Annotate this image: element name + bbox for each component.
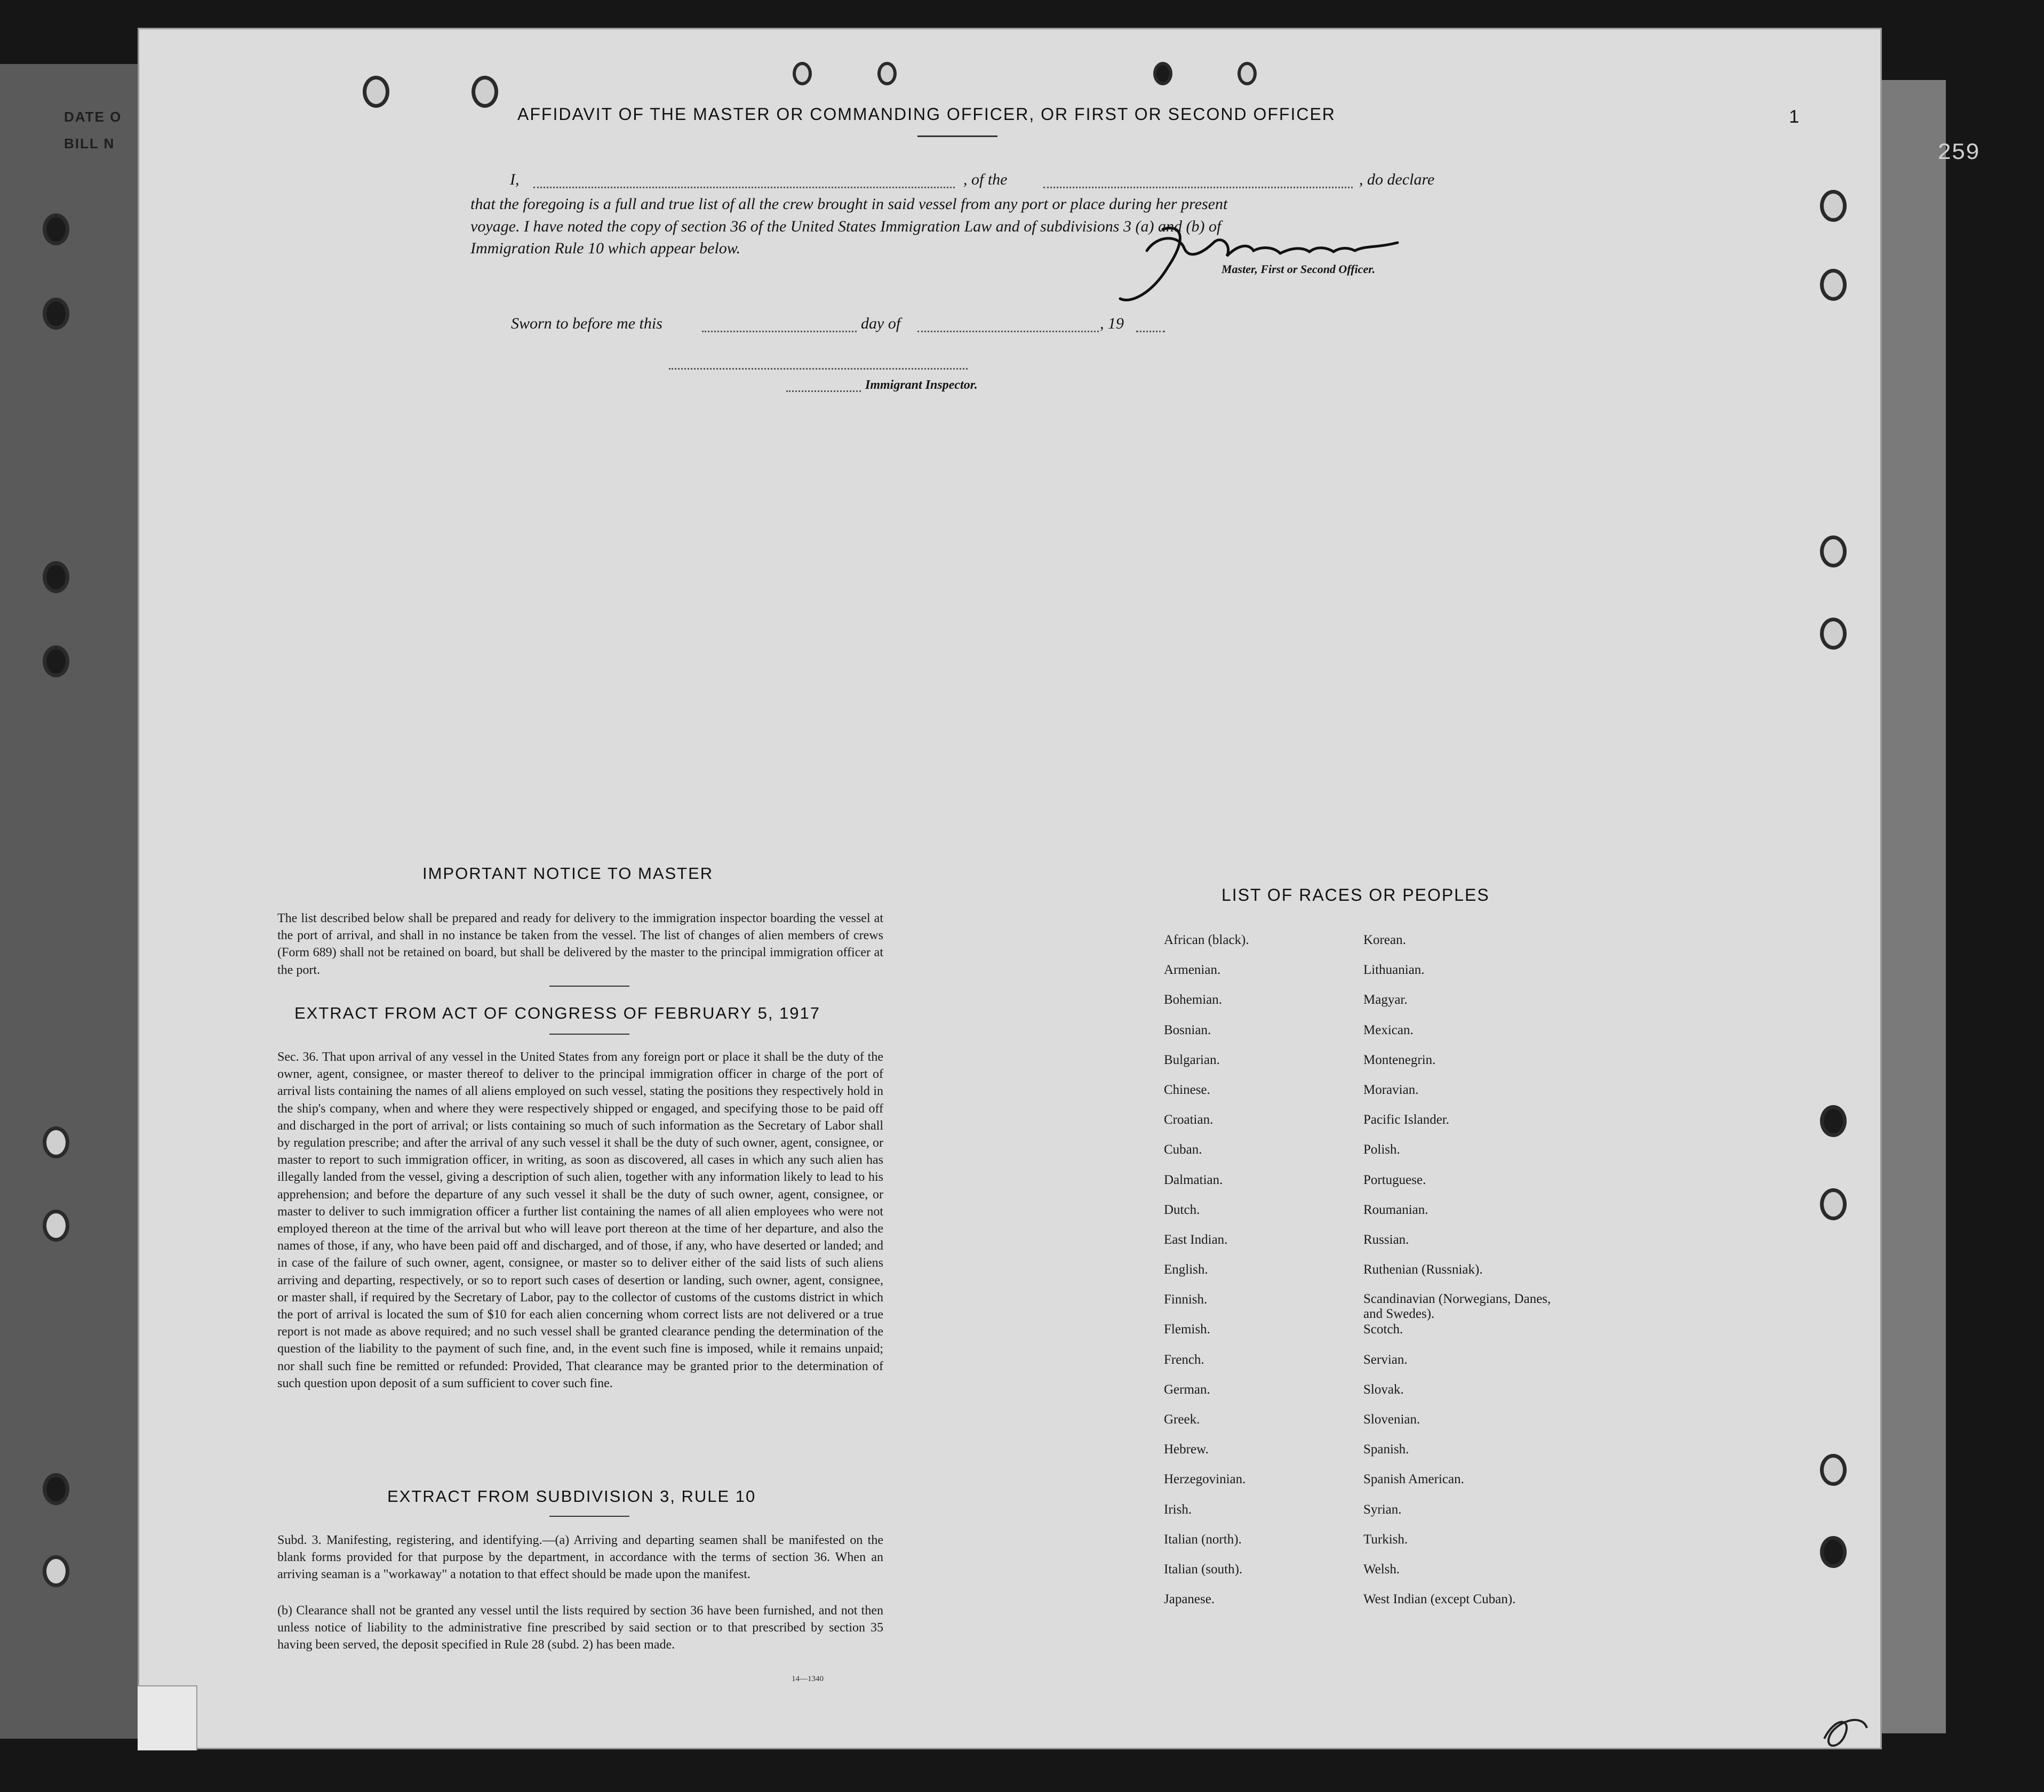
race-item: English.	[1164, 1262, 1208, 1277]
binder-hole	[877, 62, 897, 85]
race-item: Russian.	[1363, 1232, 1409, 1247]
binder-hole	[1153, 62, 1172, 85]
race-item: Scandinavian (Norwegians, Danes, and Swedes).	[1363, 1292, 1551, 1322]
race-item: Montenegrin.	[1363, 1052, 1436, 1067]
binder-hole	[1820, 1536, 1847, 1568]
binder-hole	[43, 213, 69, 245]
section-rule	[549, 986, 629, 987]
binder-hole	[1820, 1454, 1847, 1486]
race-item: Dutch.	[1164, 1202, 1200, 1217]
inspector-label: Immigrant Inspector.	[865, 378, 978, 392]
race-item: Slovak.	[1363, 1382, 1404, 1397]
race-item: Herzegovinian.	[1164, 1472, 1246, 1487]
race-item: West Indian (except Cuban).	[1363, 1592, 1516, 1607]
race-item: Bosnian.	[1164, 1022, 1211, 1037]
race-item: Hebrew.	[1164, 1442, 1209, 1457]
race-item: African (black).	[1164, 933, 1249, 947]
affidavit-i-label: I,	[510, 171, 520, 188]
race-item: Ruthenian (Russniak).	[1363, 1262, 1483, 1277]
corner-mark: 1	[1789, 107, 1800, 127]
binder-hole	[1237, 62, 1257, 85]
affidavit-do-declare: , do declare	[1359, 171, 1435, 188]
left-paper-strip	[0, 64, 160, 1739]
binder-hole	[43, 1126, 69, 1158]
binder-hole	[43, 1555, 69, 1587]
binder-hole	[1820, 535, 1847, 567]
race-item: Slovenian.	[1363, 1412, 1420, 1427]
master-name-field[interactable]	[533, 187, 955, 188]
strip-text-bill: BILL N	[64, 135, 115, 151]
race-item: Welsh.	[1363, 1562, 1400, 1577]
rule-extract-para-b: (b) Clearance shall not be granted any vessel until the lists required by section 36 have been furnished, and not then unless notice of liability to the administrative fine prescribed by said section or to that prescribed by section 35 having been served, the deposit specified in Rule 28 (subd. 2) has been made.	[277, 1604, 883, 1652]
races-column-2	[1363, 932, 1587, 1621]
folded-corner	[138, 1685, 197, 1750]
race-item: Chinese.	[1164, 1082, 1210, 1097]
section-rule	[549, 1516, 629, 1517]
race-item: Lithuanian.	[1363, 963, 1425, 978]
affidavit-line-4: Immigration Rule 10 which appear below.	[470, 239, 741, 257]
binder-hole	[363, 76, 389, 108]
race-item: Roumanian.	[1363, 1202, 1428, 1217]
sworn-year-field[interactable]	[1136, 331, 1165, 332]
race-item: East Indian.	[1164, 1232, 1228, 1247]
race-item: Polish.	[1363, 1142, 1400, 1157]
form-number: 14—1340	[792, 1675, 824, 1683]
heading-rule	[917, 135, 997, 137]
affidavit-line-2: that the foregoing is a full and true list of all the crew brought in said vessel from any port or place during her present	[470, 195, 1228, 213]
binder-hole	[43, 645, 69, 677]
inspector-signature-field[interactable]	[669, 368, 968, 370]
sworn-label: Sworn to before me this	[511, 315, 662, 332]
page-number: 259	[1937, 140, 1980, 166]
race-item: Flemish.	[1164, 1322, 1210, 1337]
notice-text: The list described below shall be prepared and ready for delivery to the immigration inspector boarding the vessel at the port of arrival, and shall in no instance be taken from the vessel. The list of changes of alien members of crews (Form 689) shall not be retained on board, but shall be delivered by the master to the principal immigration officer at the port.	[277, 911, 883, 977]
binder-hole	[43, 1210, 69, 1242]
race-item: Irish.	[1164, 1502, 1192, 1517]
race-item: Spanish American.	[1363, 1472, 1464, 1487]
race-item: German.	[1164, 1382, 1210, 1397]
race-item: Moravian.	[1363, 1082, 1419, 1097]
vessel-name-field[interactable]	[1043, 187, 1353, 188]
binder-hole	[43, 561, 69, 593]
affidavit-of-the: , of the	[963, 171, 1008, 188]
page-right-edge	[1882, 80, 1946, 1733]
section-rule	[549, 1034, 629, 1035]
rule-extract-heading: EXTRACT FROM SUBDIVISION 3, RULE 10	[387, 1487, 756, 1506]
race-item: Spanish.	[1363, 1442, 1409, 1457]
races-heading: LIST OF RACES OR PEOPLES	[1221, 885, 1490, 905]
binder-hole	[1820, 1105, 1847, 1137]
binder-hole	[1820, 618, 1847, 650]
race-item: Armenian.	[1164, 963, 1221, 978]
race-item: Italian (south).	[1164, 1562, 1243, 1577]
sworn-day-field[interactable]	[702, 331, 857, 332]
sworn-year-prefix: , 19	[1100, 315, 1124, 332]
race-item: Bulgarian.	[1164, 1052, 1220, 1067]
binder-hole	[472, 76, 498, 108]
binder-hole	[43, 298, 69, 330]
binder-hole	[1820, 1188, 1847, 1220]
act-extract-text: Sec. 36. That upon arrival of any vessel in the United States from any foreign port or place it shall be the duty of the owner, agent, consignee, or master thereof to deliver to the principal immigration officer in charge of the port of arrival lists containing the names of all aliens employed on such vessel, stating the positions they respectively hold in the ship's company, when and where they were respectively shipped or engaged, and specifying those to be paid off and discharged in the port of arrival; or lists containing so much of such information as the Secretary of Labor shall by regulation prescribe; and after the arrival of any such vessel it shall be the duty of such owner, agent, consignee, or master to report to such immigration officer, in writing, as soon as discovered, all cases in which any such alien has illegally landed from the vessel, giving a description of such alien, together with any information likely to lead to his apprehension; and before the departure of any such vessel it shall be the duty of such owner, agent, consignee, or master to deliver to such immigration officer a further list containing the names of all alien employees who were not employed thereon at the time of the arrival but who will leave port thereon at the time of her departure, and also the names of those, if any, who have been paid off and discharged, and of those, if any, who have deserted or landed; and in case of the failure of such owner, agent, consignee, or master so to deliver either of the said lists of such aliens arriving and departing, respectively, or so to report such cases of desertion or landing, such owner, agent, consignee, or master shall, if required by the Secretary of Labor, pay to the collector of customs of the customs district in which the port of arrival is located the sum of $10 for each alien concerning whom correct lists are not delivered or a true report is not made as above required; and no such vessel shall be granted clearance pending the determination of the question of the liability to the payment of such fine, and, in the event such fine is imposed, while it remains unpaid; nor shall such fine be remitted or refunded: Provided, That clearance may be granted prior to the determination of such question upon deposit of a sum sufficient to cover such fine.	[277, 1050, 883, 1390]
affidavit-line-3: voyage. I have noted the copy of section 36 of the United States Immigration Law and of subdivisions 3 (a) and (b) of	[470, 218, 1221, 235]
binder-hole	[793, 62, 812, 85]
race-item: Japanese.	[1164, 1592, 1215, 1607]
race-item: Bohemian.	[1164, 993, 1223, 1007]
race-item: Dalmatian.	[1164, 1172, 1223, 1187]
affidavit-heading: AFFIDAVIT OF THE MASTER OR COMMANDING OFFICER, OR FIRST OR SECOND OFFICER	[517, 105, 1336, 124]
strip-text-date: DATE O	[64, 109, 122, 125]
race-item: Syrian.	[1363, 1502, 1402, 1517]
race-item: Portuguese.	[1363, 1172, 1426, 1187]
binder-hole	[1820, 190, 1847, 222]
race-item: Korean.	[1363, 933, 1406, 947]
races-column-1	[1164, 932, 1335, 1621]
rule-extract-para-a: Subd. 3. Manifesting, registering, and identifying.—(a) Arriving and departing seamen shall be manifested on the blank forms provided for that purpose by the department, in accordance with the terms of section 36. When an arriving seaman is a "workaway" a notation to that effect should be made upon the manifest.	[277, 1533, 883, 1582]
race-item: French.	[1164, 1352, 1204, 1367]
race-item: Italian (north).	[1164, 1532, 1242, 1547]
race-item: Scotch.	[1363, 1322, 1403, 1337]
race-item: Magyar.	[1363, 993, 1408, 1007]
race-item: Finnish.	[1164, 1292, 1208, 1307]
race-item: Mexican.	[1363, 1022, 1414, 1037]
notice-heading: IMPORTANT NOTICE TO MASTER	[422, 864, 714, 883]
race-item: Croatian.	[1164, 1113, 1213, 1127]
signer-title: Master, First or Second Officer.	[1221, 262, 1376, 276]
sworn-month-field[interactable]	[917, 331, 1099, 332]
act-extract-heading: EXTRACT FROM ACT OF CONGRESS OF FEBRUARY 5, 1917	[294, 1004, 821, 1022]
binder-hole	[1820, 269, 1847, 301]
inspector-short-field[interactable]	[786, 390, 861, 392]
race-item: Turkish.	[1363, 1532, 1408, 1547]
race-item: Cuban.	[1164, 1142, 1202, 1157]
sworn-day-of: day of	[861, 315, 901, 332]
race-item: Greek.	[1164, 1412, 1200, 1427]
race-item: Servian.	[1363, 1352, 1408, 1367]
race-item: Pacific Islander.	[1363, 1113, 1450, 1127]
handwritten-mark	[1814, 1707, 1878, 1755]
binder-hole	[43, 1473, 69, 1505]
